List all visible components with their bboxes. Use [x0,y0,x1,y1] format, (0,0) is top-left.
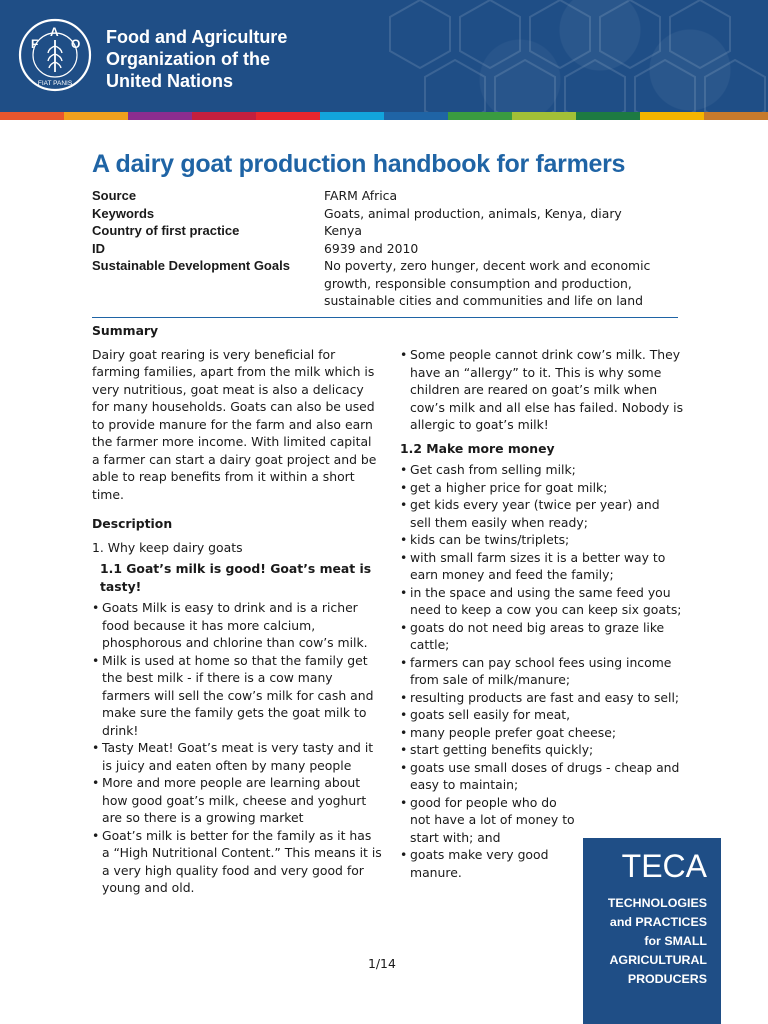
list-item: • Milk is used at home so that the family get the best milk - if there is a cow many farmers will sell the cow’s milk for cash and make sure the family gets the goat milk to drink! [92,652,382,740]
list-item: • goats do not need big areas to graze like cattle; [400,619,682,654]
list-item: • Goats Milk is easy to drink and is a richer food because it has more calcium, phosphorous and chlorine than cow’s milk. [92,599,382,652]
hexagon-pattern [380,0,768,112]
money-benefits-list [400,461,682,881]
list-item: • goats use small doses of drugs - cheap and easy to maintain; [400,759,682,794]
meta-label: Source [92,188,137,203]
document-title: A dairy goat production handbook for farmers [92,150,626,178]
list-item: • Some people cannot drink cow’s milk. They have an “allergy” to it. This is why some children are reared on goat’s milk when cow’s milk and all else has failed. Nobody is allergic to goat’s milk! [400,346,690,434]
meta-value: 6939 and 2010 [324,240,419,256]
section-divider [92,317,678,318]
logo-letter-f: F [31,37,39,51]
meta-label: Keywords [92,205,155,221]
teca-line: PRODUCERS [627,972,707,986]
meta-value: No poverty, zero hunger, decent work and economic growth, responsible consumption and production, sustainable cities and communities and life on land [324,258,651,308]
list-item: • in the space and using the same feed you need to keep a cow you can keep six goats; [400,584,682,619]
list-item: • with small farm sizes it is a better way to earn money and feed the family; [400,549,682,584]
list-item: • resulting products are fast and easy to sell; [400,689,682,707]
org-name-line: Organization of the [106,49,270,69]
meta-row-sdgs [92,257,692,310]
summary-text: Dairy goat rearing is very beneficial for farming families, apart from the milk which is very nutritious, goat meat is also a delicacy for many households. Goats can also be used to provide manure for the farm and also earn the farmer more income. With limited capital a farmer can start a dairy goat project and be able to reap benefits from it within a short time. [92,346,377,502]
milk-benefits-list [92,599,382,897]
color-strip-segment [192,112,256,120]
list-item: • More and more people are learning about how good goat’s milk, cheese and yoghurt are so there is a growing market [92,774,382,827]
teca-line: and PRACTICES [609,915,707,929]
organization-name [106,26,366,92]
meta-value: Kenya [324,223,362,238]
metadata-table [92,187,692,310]
list-item: • good for people who do not have a lot of money to start with; and [400,794,576,847]
color-strip-segment [576,112,640,120]
color-strip-segment [320,112,384,120]
color-strip-segment [512,112,576,120]
left-column [92,322,382,897]
color-strip-segment [256,112,320,120]
teca-badge [583,838,721,1024]
list-item: • Goat’s milk is better for the family as it has a “High Nutritional Content.” This means it is a very high quality food and very good for young and old. [92,827,382,897]
color-strip-segment [64,112,128,120]
meta-row-keywords [92,205,692,223]
list-item: • many people prefer goat cheese; [400,724,682,742]
summary-heading: Summary [92,323,159,338]
description-heading: Description [92,516,173,531]
list-item: • goats sell easily for meat, [400,706,682,724]
logo-letter-o: O [71,37,81,51]
meta-value: FARM Africa [324,188,398,203]
page-number: 1/14 [368,956,396,971]
meta-label: ID [92,240,105,256]
subsection-heading-milk-good: 1.1 Goat’s milk is good! Goat’s meat is tasty! [100,561,372,594]
header-banner [0,0,768,112]
fao-logo [18,18,92,92]
meta-row-id [92,240,692,258]
color-strip [0,112,768,120]
meta-label: Sustainable Development Goals [92,258,290,273]
right-column [400,346,690,881]
teca-title: TECA [621,848,707,884]
list-item: • start getting benefits quickly; [400,741,682,759]
teca-line: AGRICULTURAL [609,953,707,967]
teca-line: TECHNOLOGIES [607,896,707,910]
meta-value: Goats, animal production, animals, Kenya, diary [324,205,622,221]
list-item: • Get cash from selling milk; [400,461,682,479]
meta-row-source [92,187,692,205]
list-item: • get a higher price for goat milk; [400,479,682,497]
org-name-line: United Nations [106,71,234,91]
color-strip-segment [0,112,64,120]
list-item: • kids can be twins/triplets; [400,531,682,549]
color-strip-segment [640,112,704,120]
list-item: • get kids every year (twice per year) and sell them easily when ready; [400,496,682,531]
org-name-line: Food and Agriculture [106,27,288,47]
color-strip-segment [448,112,512,120]
list-item: • farmers can pay school fees using income from sale of milk/manure; [400,654,682,689]
list-item: • goats make very good manure. [400,846,570,881]
color-strip-segment [704,112,768,120]
meta-row-country [92,222,692,240]
section-heading-why-keep: 1. Why keep dairy goats [92,539,243,555]
color-strip-segment [384,112,448,120]
subsection-heading-more-money: 1.2 Make more money [400,440,555,456]
allergy-list [400,346,690,434]
teca-subtitle [583,894,707,989]
color-strip-segment [128,112,192,120]
teca-line: for SMALL [644,934,707,948]
logo-letter-a: A [50,25,59,39]
list-item: • Tasty Meat! Goat’s meat is very tasty and it is juicy and eaten often by many people [92,739,382,774]
logo-motto: FIAT PANIS [37,80,73,87]
meta-label: Country of first practice [92,223,240,238]
